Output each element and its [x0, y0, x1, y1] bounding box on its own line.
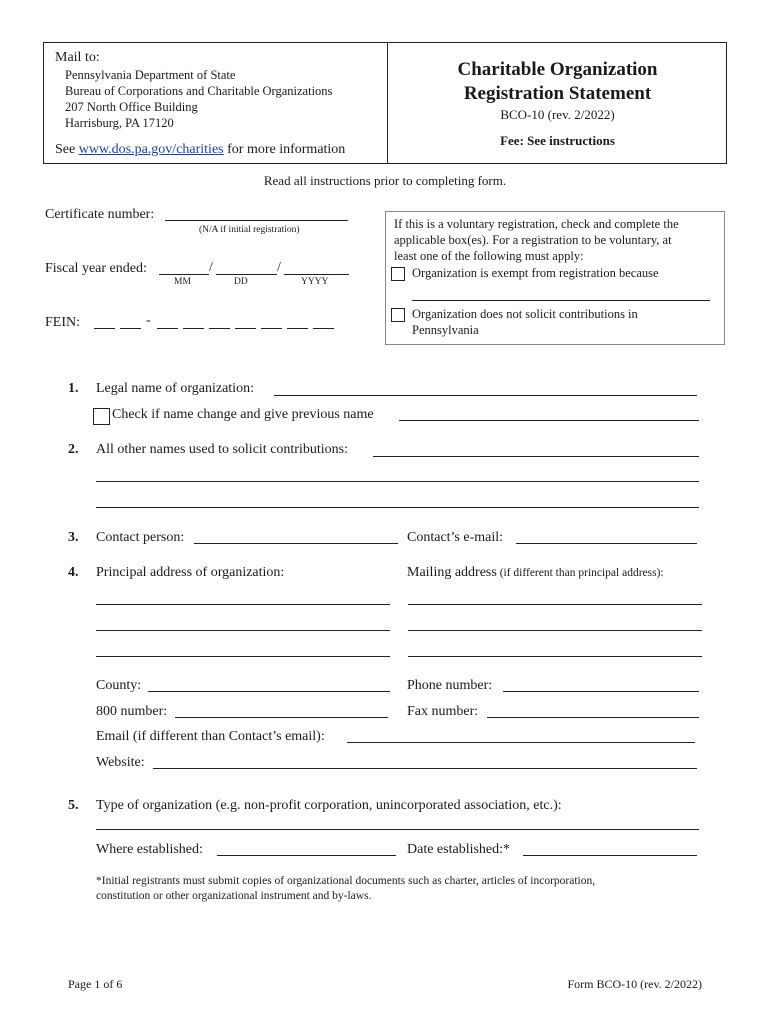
website-field[interactable] [153, 768, 697, 769]
fein-digit-8[interactable] [287, 328, 308, 329]
county-field[interactable] [148, 691, 390, 692]
mailing-address-line-3[interactable] [408, 656, 702, 657]
yyyy-hint: YYYY [301, 277, 329, 287]
certificate-hint: (N/A if initial registration) [199, 225, 300, 235]
website-label: Website: [96, 755, 145, 770]
fein-digit-6[interactable] [235, 328, 256, 329]
section-2-number: 2. [68, 442, 79, 457]
legal-name-field[interactable] [274, 395, 697, 396]
other-names-label: All other names used to solicit contributions: [96, 442, 348, 457]
legal-name-label: Legal name of organization: [96, 381, 254, 396]
form-code: BCO-10 (rev. 2/2022) [500, 107, 615, 122]
fein-digit-5[interactable] [209, 328, 230, 329]
where-established-field[interactable] [217, 855, 396, 856]
see-suffix: for more information [223, 142, 346, 157]
contact-email-field[interactable] [516, 543, 697, 544]
name-change-checkbox[interactable] [93, 408, 110, 425]
fiscal-slash-1: / [209, 260, 213, 275]
principal-address-line-2[interactable] [96, 630, 390, 631]
fein-digit-9[interactable] [313, 328, 334, 329]
fiscal-year-field[interactable] [284, 274, 349, 275]
exempt-option-label: Organization is exempt from registration because [412, 266, 659, 280]
fein-digit-7[interactable] [261, 328, 282, 329]
contact-person-field[interactable] [194, 543, 398, 544]
see-website-text [55, 142, 345, 158]
fiscal-month-field[interactable] [159, 274, 209, 275]
fax-label: Fax number: [407, 704, 479, 719]
form-title-line-2: Registration Statement [463, 83, 652, 104]
other-names-field-3[interactable] [96, 507, 699, 508]
no-solicit-label-1: Organization does not solicit contributions in [412, 307, 638, 321]
see-prefix: See [55, 142, 79, 157]
date-established-field[interactable] [523, 855, 697, 856]
address-line-3: 207 North Office Building [65, 100, 198, 114]
other-names-field-2[interactable] [96, 481, 699, 482]
principal-address-line-1[interactable] [96, 604, 390, 605]
certificate-number-field[interactable] [165, 220, 348, 221]
no-solicit-checkbox[interactable] [391, 308, 405, 322]
mailing-address-line-2[interactable] [408, 630, 702, 631]
fein-digit-2[interactable] [120, 328, 141, 329]
form-title-line-1: Charitable Organization [457, 59, 658, 80]
county-label: County: [96, 678, 142, 693]
header-box [43, 42, 727, 164]
org-type-label: Type of organization (e.g. non-profit corporation, unincorporated association, etc.): [96, 798, 562, 813]
other-names-field-1[interactable] [373, 456, 699, 457]
address-line-1: Pennsylvania Department of State [65, 68, 236, 82]
fein-digit-4[interactable] [183, 328, 204, 329]
where-established-label: Where established: [96, 842, 203, 857]
fax-field[interactable] [487, 717, 699, 718]
org-email-field[interactable] [347, 742, 695, 743]
mailing-address-text: Mailing address [407, 565, 497, 580]
contact-person-label: Contact person: [96, 530, 185, 545]
exempt-reason-field[interactable] [412, 300, 710, 301]
section-4-number: 4. [68, 565, 79, 580]
phone-label: Phone number: [407, 678, 493, 693]
org-email-label: Email (if different than Contact’s email): [96, 729, 325, 744]
section-1-number: 1. [68, 381, 79, 396]
toll-free-field[interactable] [175, 717, 388, 718]
fein-label: FEIN: [45, 315, 80, 330]
exempt-checkbox[interactable] [391, 267, 405, 281]
mailing-address-hint: (if different than principal address): [496, 567, 664, 579]
dd-hint: DD [234, 277, 248, 287]
toll-free-label: 800 number: [96, 704, 168, 719]
mailing-address-label [407, 565, 664, 581]
phone-field[interactable] [503, 691, 699, 692]
fiscal-day-field[interactable] [216, 274, 277, 275]
address-line-2: Bureau of Corporations and Charitable Organizations [65, 84, 333, 98]
dos-website-link[interactable]: www.dos.pa.gov/charities [78, 142, 224, 157]
fiscal-year-label: Fiscal year ended: [45, 261, 147, 276]
no-solicit-label-2: Pennsylvania [412, 323, 479, 337]
footnote-line-2: constitution or other organizational instrument and by-laws. [96, 890, 372, 902]
footnote-line-1: *Initial registrants must submit copies of organizational documents such as charter, articles of incorporation, [96, 875, 596, 887]
form-revision-footer: Form BCO-10 (rev. 2/2022) [567, 977, 702, 991]
previous-name-field[interactable] [399, 420, 699, 421]
page-number: Page 1 of 6 [68, 977, 123, 991]
voluntary-intro-2: applicable box(es). For a registration to be voluntary, at [394, 233, 672, 247]
address-line-4: Harrisburg, PA 17120 [65, 116, 174, 130]
fein-digit-1[interactable] [94, 328, 115, 329]
voluntary-intro-3: least one of the following must apply: [394, 249, 584, 263]
instructions-note: Read all instructions prior to completing form. [263, 173, 507, 188]
section-5-number: 5. [68, 798, 79, 813]
certificate-label: Certificate number: [45, 207, 155, 222]
fiscal-slash-2: / [277, 260, 281, 275]
principal-address-label: Principal address of organization: [96, 565, 285, 580]
principal-address-line-3[interactable] [96, 656, 390, 657]
mm-hint: MM [174, 277, 191, 287]
mail-to-label: Mail to: [55, 50, 100, 65]
mailing-address-line-1[interactable] [408, 604, 702, 605]
fein-dash: - [146, 313, 151, 328]
fee-note: Fee: See instructions [500, 133, 615, 148]
org-type-field[interactable] [96, 829, 699, 830]
date-established-label: Date established:* [407, 842, 511, 857]
section-3-number: 3. [68, 530, 79, 545]
fein-digit-3[interactable] [157, 328, 178, 329]
voluntary-intro-1: If this is a voluntary registration, check and complete the [394, 217, 679, 231]
contact-email-label: Contact’s e-mail: [407, 530, 504, 545]
voluntary-registration-box [385, 211, 725, 345]
name-change-label: Check if name change and give previous name [112, 407, 374, 422]
